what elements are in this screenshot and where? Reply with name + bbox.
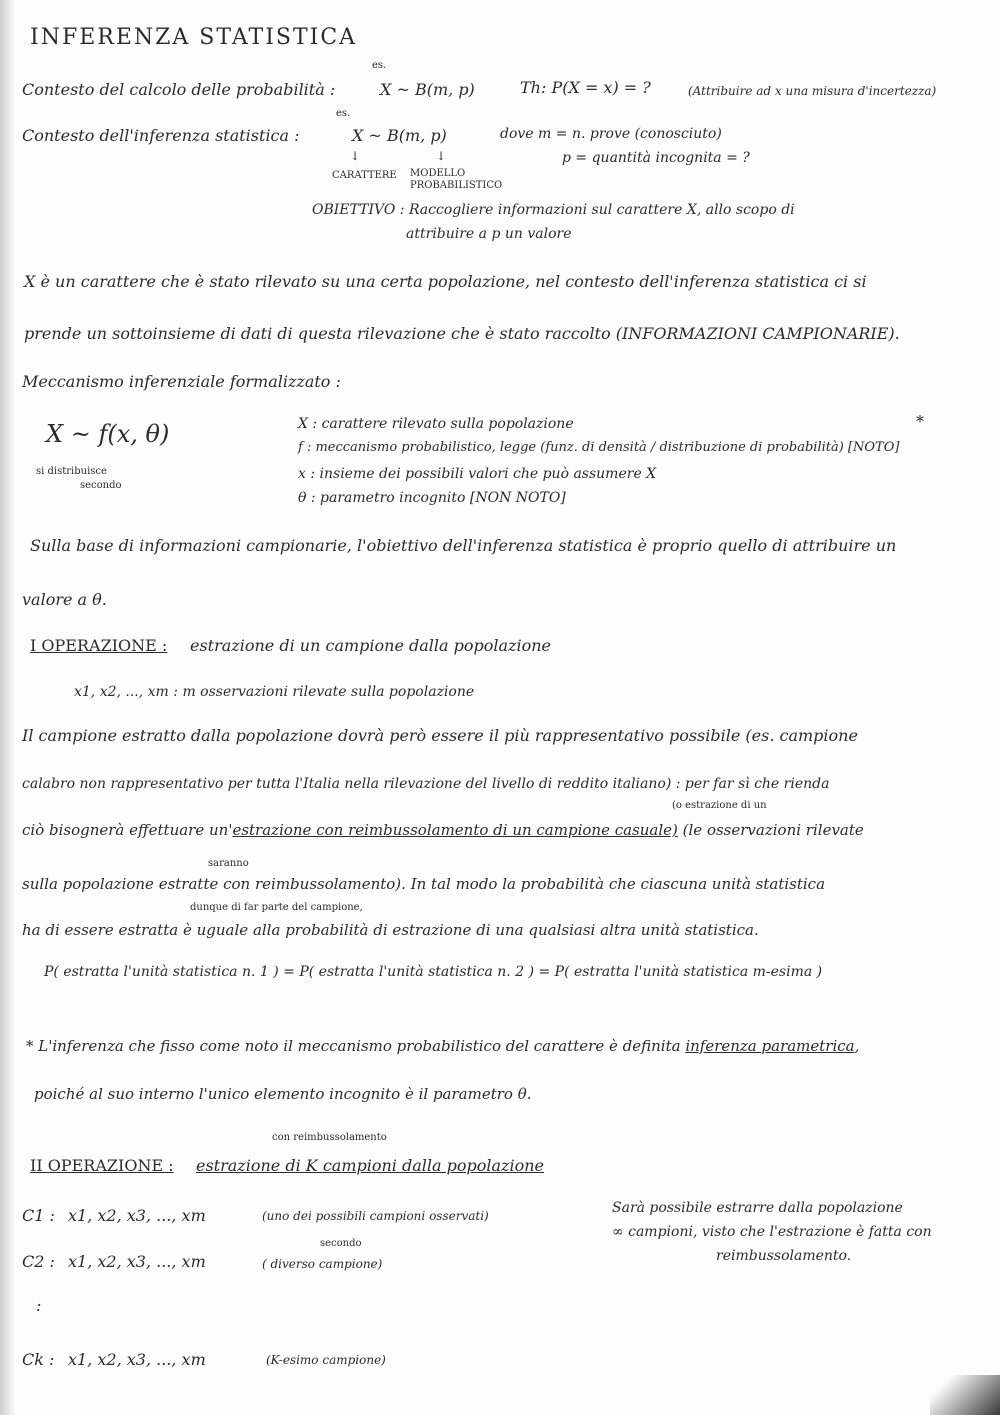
contesto-prob-formula: X ~ B(m, p) — [380, 80, 475, 99]
op2-heading: II OPERAZIONE : — [30, 1156, 174, 1175]
op1-note-saranno: saranno — [208, 858, 249, 869]
op1-line3-underlined: estrazione con reimbussolamento di un campione casuale) — [232, 821, 678, 839]
contesto-inf-label: Contesto dell'inferenza statistica : — [22, 126, 300, 145]
c2-values: x1, x2, x3, ..., xm — [68, 1252, 206, 1271]
c2-secondo: secondo — [320, 1238, 362, 1249]
op1-line2: calabro non rappresentativo per tutta l'Italia nella rilevazione del livello di reddito italiano) : per far sì che rienda — [22, 776, 830, 792]
vertical-dots: : — [36, 1296, 42, 1315]
c1-values: x1, x2, x3, ..., xm — [68, 1206, 206, 1225]
ck-label: Ck : — [22, 1350, 55, 1369]
op2-note-con: con reimbussolamento — [272, 1132, 387, 1143]
nota-inferenza-parametrica: inferenza parametrica — [685, 1037, 855, 1055]
def-f: f : meccanismo probabilistico, legge (funz. di densità / distribuzione di probabilità) [NOTO] — [298, 440, 900, 455]
es-label-1: es. — [372, 60, 387, 71]
para1-line1: X è un carattere che è stato rilevato su una certa popolazione, nel contesto dell'inferenza statistica ci si — [24, 272, 867, 291]
es-label-2: es. — [336, 108, 351, 119]
contesto-prob-label: Contesto del calcolo delle probabilità : — [22, 80, 336, 99]
modello-label: MODELLO PROBABILISTICO — [410, 168, 503, 191]
page-corner-shadow — [930, 1375, 1000, 1415]
arrow-down-icon: ↓ — [350, 149, 361, 163]
c2-label: C2 : — [22, 1252, 55, 1271]
def-xs: x : insieme dei possibili valori che può assumere X — [298, 466, 657, 482]
meccanismo-sub1: si distribuisce — [36, 466, 107, 477]
c1-label: C1 : — [22, 1206, 55, 1225]
c1-note: (uno dei possibili campioni osservati) — [262, 1209, 489, 1223]
para1-line2: prende un sottoinsieme di dati di questa rilevazione che è stato raccolto (INFORMAZIONI CAMPIONARIE). — [24, 324, 900, 343]
op1-observations: x1, x2, ..., xm : m osservazioni rilevate sulla popolazione — [74, 684, 475, 700]
para2-line2: valore a θ. — [22, 590, 107, 609]
op1-note-dunque: dunque di far parte del campione, — [190, 902, 363, 913]
carattere-label: CARATTERE — [332, 170, 397, 181]
op2-text: estrazione di K campioni dalla popolazione — [196, 1156, 544, 1175]
op1-line3-start: ciò bisognerà effettuare un' — [22, 821, 233, 839]
nota-line2: poiché al suo interno l'unico elemento incognito è il parametro θ. — [34, 1085, 532, 1103]
obiettivo-line1: OBIETTIVO : Raccogliere informazioni sul carattere X, allo scopo di — [312, 202, 795, 218]
op1-text: estrazione di un campione dalla popolazione — [190, 636, 551, 655]
op1-line3-end: (le osservazioni rilevate — [677, 821, 864, 839]
op1-line1: Il campione estratto dalla popolazione dovrà però essere il più rappresentativo possibile (es. campione — [22, 726, 858, 745]
c2-note: ( diverso campione) — [262, 1257, 383, 1271]
op2-side-line1: Sarà possibile estrarre dalla popolazione — [612, 1200, 903, 1216]
op1-line3 — [22, 820, 864, 840]
page-shadow-edge — [0, 0, 16, 1415]
op1-note-estrazione: (o estrazione di un — [672, 800, 767, 811]
ck-note: (K-esimo campione) — [266, 1353, 386, 1367]
contesto-inf-formula: X ~ B(m, p) — [352, 126, 447, 145]
meccanismo-sub2: secondo — [80, 480, 122, 491]
def-theta: θ : parametro incognito [NON NOTO] — [298, 490, 566, 506]
arrow-down-icon: ↓ — [436, 149, 447, 163]
dove-m: dove m = n. prove (conosciuto) — [500, 126, 722, 142]
asterisk-mark: * — [916, 412, 924, 431]
op2-side-line3: reimbussolamento. — [716, 1248, 852, 1264]
obiettivo-line2: attribuire a p un valore — [406, 226, 572, 242]
def-x: X : carattere rilevato sulla popolazione — [298, 416, 574, 432]
meccanismo-heading: Meccanismo inferenziale formalizzato : — [22, 372, 341, 391]
op1-heading: I OPERAZIONE : — [30, 636, 168, 655]
nota-line1-start: * L'inferenza che fisso come noto il meccanismo probabilistico del carattere è definita — [26, 1037, 686, 1055]
contesto-prob-th: Th: P(X = x) = ? — [520, 78, 651, 97]
op1-line4: sulla popolazione estratte con reimbussolamento). In tal modo la probabilità che ciascuna unità statistica — [22, 875, 826, 893]
op2-side-line2: ∞ campioni, visto che l'estrazione è fatta con — [612, 1224, 932, 1240]
para2-line1: Sulla base di informazioni campionarie, l'obiettivo dell'inferenza statistica è proprio quello di attribuire un — [30, 536, 897, 555]
contesto-prob-note: (Attribuire ad x una misura d'incertezza) — [688, 84, 937, 98]
op1-line5: ha di essere estratta è uguale alla probabilità di estrazione di una qualsiasi altra unità statistica. — [22, 921, 759, 939]
op1-probability-equation: P( estratta l'unità statistica n. 1 ) = P( estratta l'unità statistica n. 2 ) = P( estratta l'unità statistica m-esima ) — [44, 964, 823, 980]
dove-p: p = quantità incognita = ? — [562, 150, 750, 166]
nota-line1 — [26, 1036, 859, 1056]
nota-line1-end: , — [854, 1037, 860, 1055]
ck-values: x1, x2, x3, ..., xm — [68, 1350, 206, 1369]
page-title: INFERENZA STATISTICA — [30, 25, 358, 50]
meccanismo-formula: X ~ f(x, θ) — [46, 420, 170, 448]
